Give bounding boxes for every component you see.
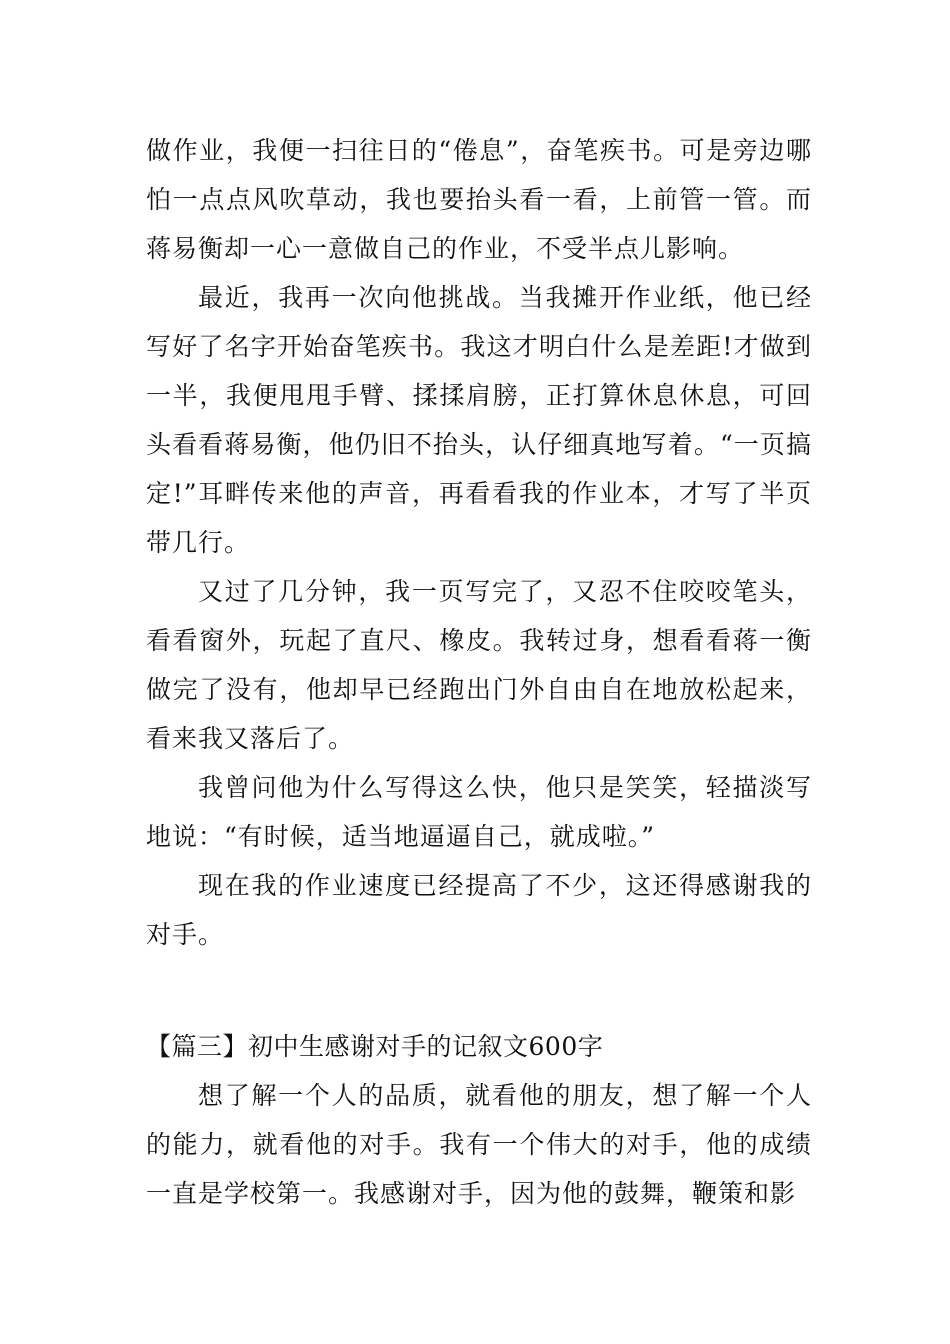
paragraph-2: 最近，我再一次向他挑战。当我摊开作业纸，他已经写好了名字开始奋笔疾书。我这才明白什么是差距!才做到一半，我便甩甩手臂、揉揉肩膀，正打算休息休息，可回头看看蒋易衡，他仍旧不抬头，认仔细真地写着。“一页搞定!”耳畔传来他的声音，再看看我的作业本，才写了半页带几行。	[146, 283, 812, 557]
paragraph-3: 又过了几分钟，我一页写完了，又忍不住咬咬笔头，看看窗外，玩起了直尺、橡皮。我转过身，想看看蒋一衡做完了没有，他却早已经跑出门外自由自在地放松起来，看来我又落后了。	[146, 577, 812, 753]
essay-three-body	[146, 1071, 812, 1218]
paragraph-1: 做作业，我便一扫往日的“倦息”，奋笔疾书。可是旁边哪怕一点点风吹草动，我也要抬头看一看，上前管一管。而蒋易衡却一心一意做自己的作业，不受半点儿影响。	[146, 136, 812, 263]
paragraph-5: 现在我的作业速度已经提高了不少，这还得感谢我的对手。	[146, 871, 812, 949]
paragraph-6: 想了解一个人的品质，就看他的朋友，想了解一个人的能力，就看他的对手。我有一个伟大的对手，他的成绩一直是学校第一。我感谢对手，因为他的鼓舞，鞭策和影	[146, 1081, 812, 1208]
paragraph-4: 我曾问他为什么写得这么快，他只是笑笑，轻描淡写地说：“有时候，适当地逼逼自己，就成啦。”	[146, 773, 812, 851]
section-heading: 【篇三】初中生感谢对手的记叙文600字	[146, 1032, 604, 1061]
essay-body-continued	[146, 126, 812, 959]
